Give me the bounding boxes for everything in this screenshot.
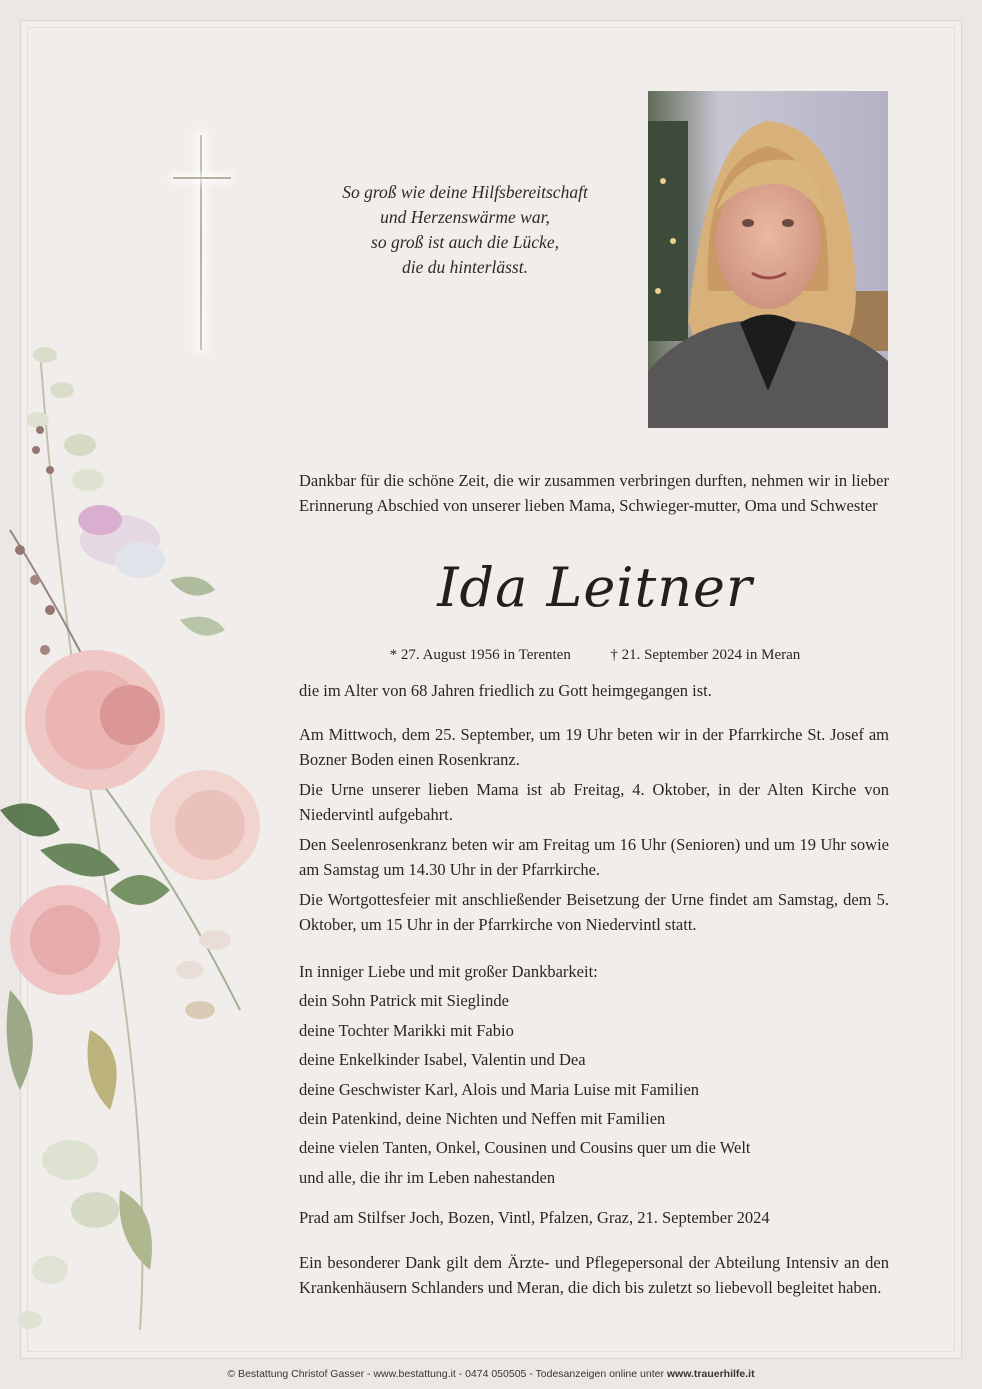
mourner-line: deine Geschwister Karl, Alois und Maria Luise mit Familien (299, 1079, 700, 1099)
quote (300, 180, 630, 280)
death-date: † 21. September 2024 in Meran (610, 647, 801, 663)
footer (0, 1368, 982, 1380)
intro-paragraph: Dankbar für die schöne Zeit, die wir zusammen verbringen durften, nehmen wir in lieber Erinnerung Abschied von unserer lieben Mama, Schwieger-mutter, Oma und Schwester (299, 471, 889, 515)
mourners-intro: In inniger Liebe und mit großer Dankbarkeit: (299, 962, 598, 981)
mourner-line: dein Sohn Patrick mit Sieglinde (299, 991, 509, 1011)
mourner-line: dein Patenkind, deine Nichten und Neffen mit Familien (299, 1108, 666, 1128)
mourner-line: und alle, die ihr im Leben nahestanden (299, 1167, 556, 1187)
thanks-paragraph: Ein besonderer Dank gilt dem Ärzte- und Pflegepersonal der Abteilung Intensiv an den Krankenhäusern Schlanders und Meran, die dich bis zuletzt so liebevoll begleitet haben. (299, 1253, 889, 1297)
footer-text: © Bestattung Christof Gasser - www.bestattung.it - 0474 050505 - Todesanzeigen online unter (227, 1368, 667, 1380)
place-date-text (299, 1206, 889, 1231)
mourner-line: deine Tochter Marikki mit Fabio (299, 1020, 514, 1040)
quote-line: und Herzenswärme war, (380, 207, 550, 227)
announcement-paragraph: Den Seelenrosenkranz beten wir am Freitag um 16 Uhr (Senioren) und um 19 Uhr sowie am Samstag um 14.30 Uhr in der Pfarrkirche. (299, 835, 889, 879)
quote-line: die du hinterlässt. (402, 257, 528, 277)
footer-link[interactable]: www.trauerhilfe.it (666, 1368, 755, 1380)
birth-date: * 27. August 1956 in Terenten (389, 647, 571, 663)
thanks-text (299, 1251, 889, 1300)
intro-text (299, 469, 889, 518)
quote-line: so groß ist auch die Lücke, (371, 232, 559, 252)
mourners-list (299, 957, 889, 1192)
cross-icon-bar (173, 177, 231, 179)
announcements (299, 723, 889, 937)
quote-line: So groß wie deine Hilfsbereitschaft (342, 182, 588, 202)
announcement-paragraph: Die Urne unserer lieben Mama ist ab Freitag, 4. Oktober, in der Alten Kirche von Niedervintl aufgebahrt. (299, 780, 889, 824)
floral-decoration (0, 330, 300, 1350)
age-text (299, 679, 889, 704)
deceased-name: Ida Leitner (437, 556, 753, 619)
mourner-line: deine vielen Tanten, Onkel, Cousinen und Cousins quer um die Welt (299, 1138, 751, 1158)
announcement-paragraph: Die Wortgottesfeier mit anschließender Beisetzung der Urne findet am Samstag, dem 5. Oktober, um 15 Uhr in der Pfarrkirche von Niedervintl statt. (299, 890, 889, 934)
life-dates (300, 647, 890, 664)
age-line: die im Alter von 68 Jahren friedlich zu Gott heimgegangen ist. (299, 681, 712, 700)
place-date: Prad am Stilfser Joch, Bozen, Vintl, Pfalzen, Graz, 21. September 2024 (299, 1208, 770, 1227)
mourner-line: deine Enkelkinder Isabel, Valentin und Dea (299, 1050, 586, 1070)
portrait-photo (648, 91, 888, 428)
announcement-paragraph: Am Mittwoch, dem 25. September, um 19 Uhr beten wir in der Pfarrkirche St. Josef am Bozner Boden einen Rosenkranz. (299, 725, 889, 769)
cross-icon (200, 135, 202, 350)
